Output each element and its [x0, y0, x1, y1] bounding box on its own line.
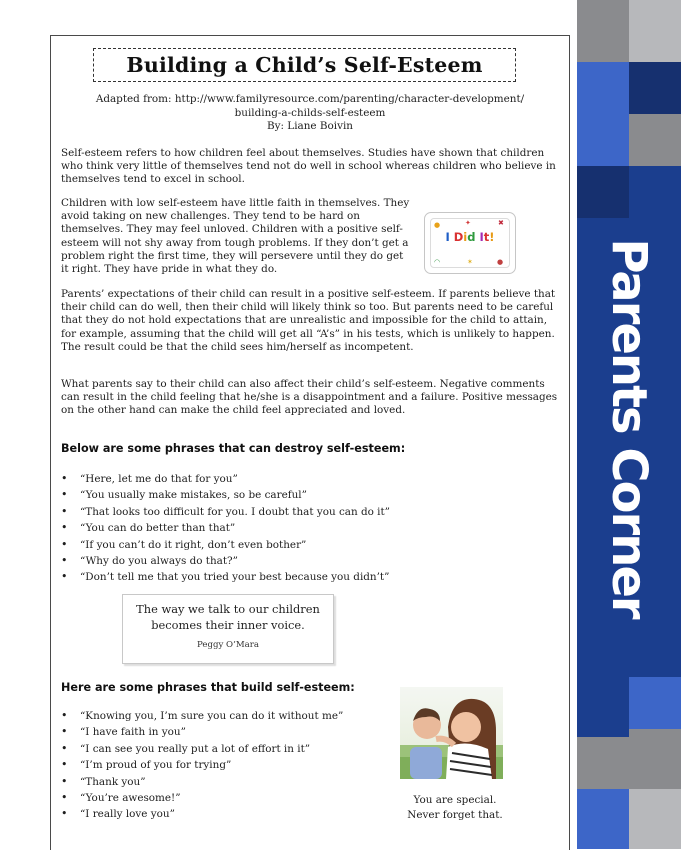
- sticker-label: I Did It!: [445, 230, 495, 244]
- source-url-line2: building-a-childs-self-esteem: [234, 106, 386, 119]
- balloon-icon: ●: [497, 258, 504, 266]
- source-attribution: [60, 93, 560, 134]
- list-item: • “You’re awesome!”: [61, 790, 343, 806]
- list-item: • “I can see you really put a lot of effort in it”: [61, 741, 343, 757]
- source-url-line1: Adapted from: http://www.familyresource.com/parenting/character-development/: [95, 93, 525, 105]
- i-did-it-sticker: [424, 212, 516, 274]
- sparkle-icon: ✦: [465, 219, 471, 227]
- special-note: [396, 793, 514, 823]
- build-phrases-list: [61, 708, 343, 823]
- sidebar-banner: [577, 0, 681, 849]
- sidebar-tile: [577, 114, 629, 166]
- list-item: • “Don’t tell me that you tried your best because you didn’t”: [61, 569, 390, 585]
- quote-line1: The way we talk to our children: [136, 602, 320, 616]
- sidebar-tile: [629, 729, 681, 789]
- build-heading: Here are some phrases that build self-esteem:: [61, 681, 355, 694]
- sidebar-tile: [577, 737, 629, 789]
- list-item: • “You usually make mistakes, so be careful”: [61, 487, 390, 503]
- sidebar-tile: [577, 166, 629, 218]
- sidebar-tile: [577, 789, 629, 849]
- list-item: • “If you can’t do it right, don’t even bother”: [61, 537, 390, 553]
- star-icon: ●: [434, 221, 441, 229]
- paragraph-intro: Self-esteem refers to how children feel about themselves. Studies have shown that children who think very little of themselves tend not do well in school whereas children who believe in themselves tend to excel in school.: [61, 147, 556, 186]
- sidebar-tile: [629, 114, 681, 166]
- sidebar-tile: [629, 789, 681, 849]
- list-item: • “Here, let me do that for you”: [61, 471, 390, 487]
- quote-text: [123, 602, 333, 633]
- list-item: • “I’m proud of you for trying”: [61, 757, 343, 773]
- sidebar-tile: [629, 62, 681, 114]
- quote-author: Peggy O’Mara: [196, 640, 259, 650]
- list-item: • “You can do better than that”: [61, 520, 390, 536]
- sidebar-title: Parents Corner: [601, 238, 657, 618]
- paragraph-expectations: Parents’ expectations of their child can result in a positive self-esteem. If parents believe that their child can do well, then their child will likely think so too. But parents need to be careful that they do not hold expectations that are unrealistic and impossible for the child to attain, for example, assuming that the child will get all “A’s” in his tests, which is unlikely to happen. The result could be that the child sees him/herself as incompetent.: [61, 288, 556, 353]
- list-item: • “Why do you always do that?”: [61, 553, 390, 569]
- quote-line2: becomes their inner voice.: [151, 617, 305, 632]
- paragraph-what-parents-say: What parents say to their child can also affect their child’s self-esteem. Negative comments can result in the child feeling that he/she is a disappointment and a failure. Positive messages on the other hand can make the child feel appreciated and loved.: [61, 378, 558, 417]
- rainbow-icon: ◠: [434, 258, 441, 266]
- sidebar-tile: [577, 0, 629, 62]
- sidebar-tile: [577, 62, 629, 114]
- special-line2: Never forget that.: [407, 809, 503, 821]
- author-line: By: Liane Boivin: [267, 120, 353, 132]
- destroy-heading: Below are some phrases that can destroy self-esteem:: [61, 442, 406, 455]
- page-title: Building a Child’s Self-Esteem: [126, 53, 483, 77]
- quote-box: [122, 594, 334, 664]
- list-item: • “I really love you”: [61, 806, 343, 822]
- list-item: • “Thank you”: [61, 774, 343, 790]
- sidebar-tile: [629, 677, 681, 729]
- destroy-phrases-list: [61, 471, 390, 586]
- title-box: [93, 48, 516, 82]
- paragraph-low-self-esteem: Children with low self-esteem have little faith in themselves. They avoid taking on new challenges. They tend to be hard on themselves. They may feel unloved. Children with a positive self-esteem will not shy away from tough problems. If they don’t get a problem right the first time, they will persevere until they do get it right. They have pride in what they do.: [61, 197, 410, 276]
- parent-and-child-photo-icon: [400, 687, 503, 779]
- list-item: • “Knowing you, I’m sure you can do it without me”: [61, 708, 343, 724]
- special-line1: You are special.: [413, 794, 497, 806]
- list-item: • “That looks too difficult for you. I doubt that you can do it”: [61, 504, 390, 520]
- confetti-icon: ✶: [467, 258, 473, 266]
- list-item: • “I have faith in you”: [61, 724, 343, 740]
- bow-icon: ✖: [498, 219, 504, 227]
- sidebar-tile: [629, 0, 681, 62]
- parent-child-photo: [400, 687, 503, 779]
